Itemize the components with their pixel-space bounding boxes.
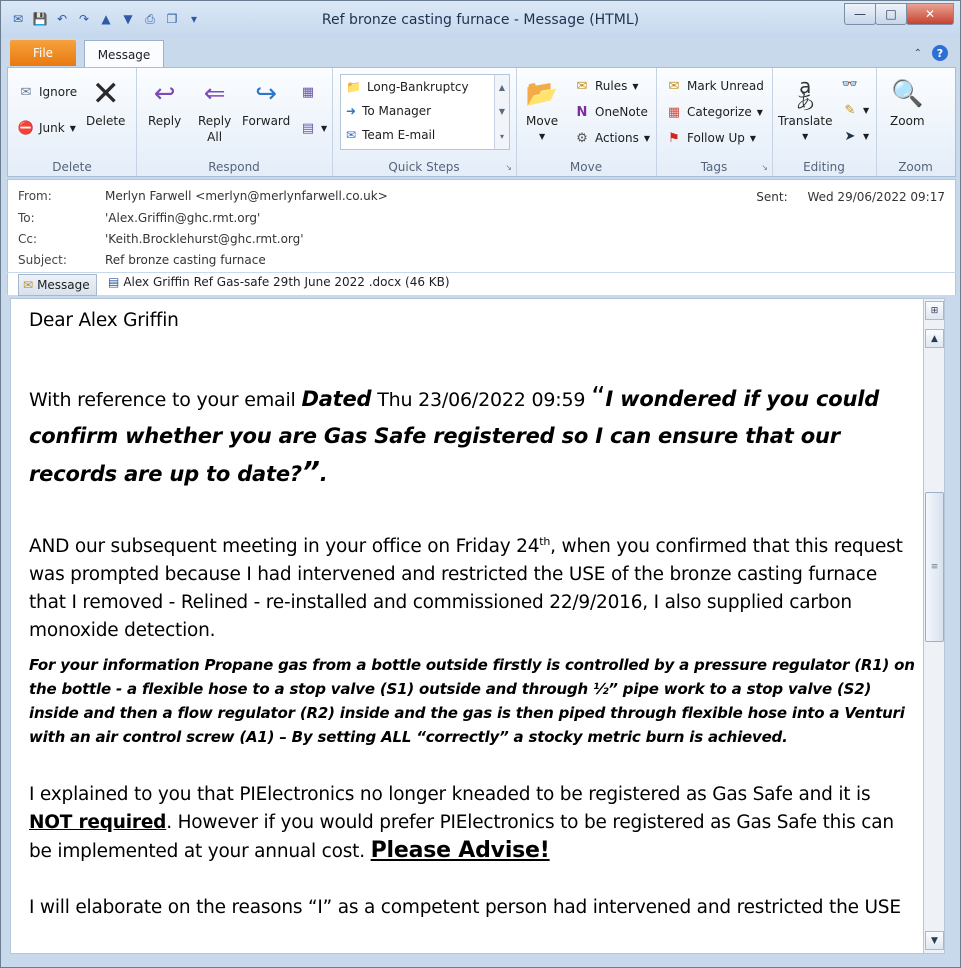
tab-message[interactable]: Message	[84, 40, 164, 68]
word-doc-icon: ▤	[108, 275, 120, 289]
ignore-button[interactable]: ✉ Ignore	[18, 84, 77, 100]
tab-file[interactable]: File	[10, 40, 76, 66]
binoculars-icon: 👓	[841, 76, 859, 92]
magnifier-icon: 🔍	[891, 79, 924, 109]
subject-text: Ref bronze casting furnace	[105, 253, 266, 267]
attachment-file[interactable]: ▤ Alex Griffin Ref Gas-safe 29th June 2022 .docx (46 KB)	[108, 275, 450, 289]
scroll-options-icon[interactable]: ⊞	[925, 301, 944, 320]
rules-icon: ✉	[576, 78, 588, 94]
reply-all-icon: ⇐	[203, 79, 226, 109]
mark-unread-icon: ✉	[668, 78, 680, 94]
scroll-down-button[interactable]: ▼	[925, 931, 944, 950]
quick-steps-gallery	[340, 74, 510, 150]
flag-icon: ⚑	[668, 130, 680, 146]
message-header: From: Merlyn Farwell <merlyn@merlynfarwell.co.uk> To: 'Alex.Griffin@ghc.rmt.org' Cc: 'Keith.Brocklehurst@ghc.rmt.org' Subject: Ref bronze casting furnace Sent: Wed 29/06/2022 09:17	[7, 179, 956, 272]
delete-group-label: Delete	[52, 160, 92, 174]
minimize-button[interactable]: —	[844, 3, 876, 25]
reply-button[interactable]: ↩ Reply	[148, 79, 182, 128]
cc-address[interactable]: 'Keith.Brocklehurst@ghc.rmt.org'	[105, 232, 304, 246]
copy-icon[interactable]: ❐	[166, 12, 178, 26]
message-tab[interactable]: ✉ Message	[18, 274, 97, 296]
quick-step-long-bankruptcy[interactable]: 📁 Long-Bankruptcy	[346, 80, 469, 94]
move-group-label: Move	[569, 160, 603, 174]
print-icon[interactable]: ⎙	[145, 11, 155, 26]
zoom-button[interactable]: 🔍 Zoom	[890, 79, 925, 128]
help-icon[interactable]: ?	[932, 45, 948, 61]
translate-button[interactable]: aあ Translate ▼	[778, 74, 833, 141]
more-icon: ▤	[301, 120, 315, 136]
up-icon[interactable]: ▲	[101, 12, 111, 26]
dialog-launcher-icon[interactable]: ↘	[505, 163, 512, 172]
forward-icon: ↪	[255, 79, 278, 109]
quick-steps-label: Quick Steps	[388, 160, 460, 174]
window-title: Ref bronze casting furnace - Message (HTML)	[321, 12, 640, 28]
elaborate-paragraph: I will elaborate on the reasons “I” as a competent person had intervened and restricted the USE	[29, 897, 901, 919]
categorize-button[interactable]: ▦ Categorize ▼	[667, 104, 763, 120]
categorize-icon: ▦	[667, 104, 681, 120]
mail-icon[interactable]: ✉	[12, 12, 24, 26]
zoom-group-label: Zoom	[898, 160, 933, 174]
actions-icon: ⚙	[576, 130, 588, 146]
junk-button[interactable]: ⛔ Junk ▼	[17, 120, 76, 136]
tags-group	[656, 68, 773, 176]
close-button[interactable]: ✕	[906, 3, 954, 25]
find-button[interactable]	[842, 76, 858, 92]
delete-x-icon: ✕	[91, 74, 120, 114]
forward-button[interactable]: ↪ Forward	[242, 79, 291, 128]
actions-button[interactable]: ⚙ Actions ▼	[574, 130, 650, 146]
greeting: Dear Alex Griffin	[29, 310, 179, 331]
redo-icon[interactable]: ↷	[78, 12, 90, 26]
move-folder-icon: 📂	[525, 79, 559, 109]
editing-group-label: Editing	[803, 160, 845, 174]
reply-icon: ↩	[153, 79, 176, 109]
tags-dialog-launcher-icon[interactable]: ↘	[761, 163, 768, 172]
sent-row: Sent: Wed 29/06/2022 09:17	[756, 190, 945, 204]
follow-up-button[interactable]: ⚑ Follow Up ▼	[666, 130, 756, 146]
ribbon-tabs	[1, 37, 960, 67]
cursor-icon: ➤	[844, 128, 856, 144]
envelope-icon: ✉	[23, 278, 34, 292]
attachment-bar	[7, 273, 956, 295]
select-button[interactable]: ➤ ▼	[842, 128, 869, 144]
team-email-icon: ✉	[346, 128, 357, 142]
more-respond-button[interactable]: ▤ ▼	[301, 120, 328, 136]
title-bar	[1, 1, 960, 37]
info-paragraph: For your information Propane gas from a bottle outside firstly is controlled by a pressure regulator (R1) on the bottle - a flexible hose to a stop valve (S1) outside and through ½” pipe work to a stop valve (S2) inside and then a flow regulator (R2) inside and the gas is then piped through flexible hose into a Venturi with an air control screw (A1) – By setting ALL “correctly” a stocky metric burn is achieved.	[29, 656, 915, 747]
replace-button[interactable]: ✎ ▼	[842, 102, 869, 118]
calendar-icon: ▦	[301, 84, 315, 100]
mark-unread-button[interactable]: ✉ Mark Unread	[666, 78, 764, 94]
scroll-up-button[interactable]: ▲	[925, 329, 944, 348]
quick-steps-scroll[interactable]: ▲ ▼ ▾	[494, 75, 509, 149]
onenote-button[interactable]: N OneNote	[574, 104, 648, 120]
explain-paragraph: I explained to you that PIElectronics no longer kneaded to be registered as Gas Safe and it is NOT required. However if you would prefer PIElectronics to be registered as Gas Safe this can be implemented at your annual cost. Please Advise!	[29, 784, 894, 864]
junk-icon: ⛔	[17, 120, 35, 136]
to-address[interactable]: 'Alex.Griffin@ghc.rmt.org'	[105, 211, 261, 225]
down-icon[interactable]: ▼	[123, 12, 133, 26]
ignore-icon: ✉	[20, 84, 32, 100]
save-icon[interactable]: 💾	[32, 12, 48, 26]
translate-icon: aあ	[795, 74, 816, 114]
zoom-group	[876, 68, 955, 176]
replace-icon: ✎	[844, 102, 856, 118]
from-address[interactable]: Merlyn Farwell <merlyn@merlynfarwell.co.uk>	[105, 189, 388, 203]
scroll-thumb[interactable]: ≡	[925, 492, 944, 642]
delete-button[interactable]: ✕ Delete	[86, 74, 126, 128]
move-group	[516, 68, 657, 176]
folder-move-icon: 📁	[346, 80, 361, 94]
quick-step-team-email[interactable]: ✉ Team E-mail	[346, 128, 436, 142]
forward-manager-icon: ➜	[346, 104, 357, 118]
reply-all-button[interactable]: ⇐ Reply All	[198, 79, 232, 144]
respond-group	[136, 68, 333, 176]
quick-steps-group	[332, 68, 517, 176]
maximize-button[interactable]: □	[875, 3, 907, 25]
quick-step-to-manager[interactable]: ➜ To Manager	[346, 104, 432, 118]
undo-icon[interactable]: ↶	[56, 12, 68, 26]
onenote-icon: N	[576, 104, 588, 120]
meeting-paragraph: AND our subsequent meeting in your office on Friday 24th, when you confirmed that this request was prompted because I had intervened and restricted the USE of the bronze casting furnace that I removed - Relined - re-installed and commissioned 22/9/2016, I also supplied carbon monoxide detection.	[29, 535, 903, 642]
meeting-button[interactable]	[300, 84, 316, 100]
message-body	[10, 298, 924, 954]
minimize-ribbon-icon[interactable]: ⌃	[913, 47, 922, 59]
move-button[interactable]: 📂 Move ▼	[525, 79, 559, 141]
ribbon	[7, 67, 956, 177]
reference-paragraph: With reference to your email Dated Thu 23/06/2022 09:59 “I wondered if you could confirm whether you are Gas Safe registered so I can ensure that our records are up to date?”.	[29, 380, 880, 488]
respond-group-label: Respond	[208, 160, 260, 174]
customize-icon[interactable]: ▾	[190, 12, 198, 26]
vertical-scrollbar[interactable]	[923, 298, 945, 954]
sent-date: Wed 29/06/2022 09:17	[807, 190, 945, 204]
tags-group-label: Tags	[700, 160, 728, 174]
delete-group	[8, 68, 137, 176]
editing-group	[772, 68, 877, 176]
rules-button[interactable]: ✉ Rules ▼	[574, 78, 639, 94]
